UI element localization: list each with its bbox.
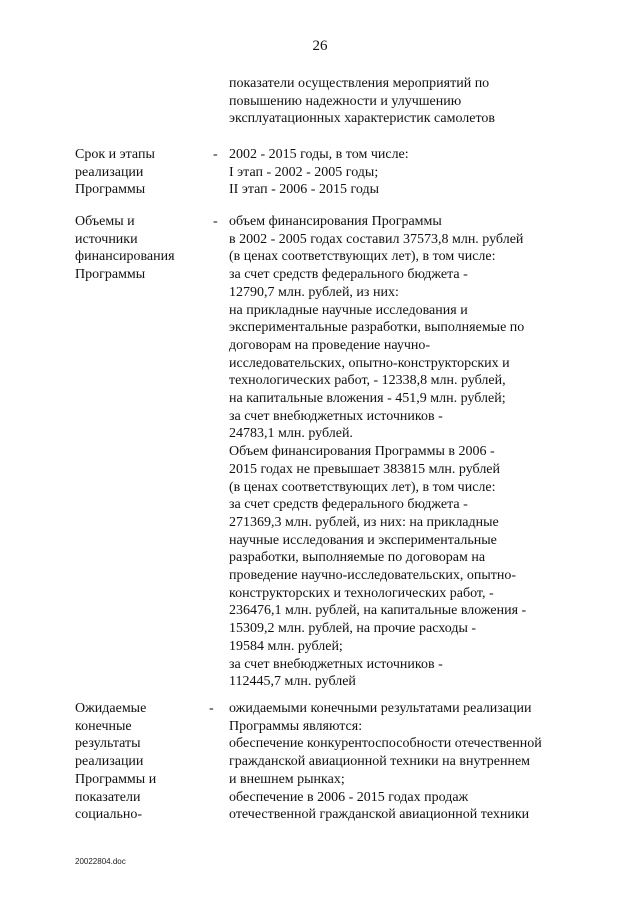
text-line: и внешнем рынках; xyxy=(229,771,345,787)
text-line: 12790,7 млн. рублей, из них: xyxy=(229,284,399,300)
label-line: реализации xyxy=(75,754,144,770)
text-line: на прикладные научные исследования и xyxy=(229,302,468,318)
section-label xyxy=(75,146,205,199)
text-line: 2015 годах не превышает 383815 млн. рублей xyxy=(229,461,501,477)
text-line: в 2002 - 2005 годах составил 37573,8 млн. рублей xyxy=(229,231,524,247)
dash-separator: - xyxy=(209,701,214,716)
section-content xyxy=(229,213,574,691)
text-line: 24783,1 млн. рублей. xyxy=(229,426,353,442)
label-line: Программы и xyxy=(75,771,157,787)
text-line: технологических работ, - 12338,8 млн. рублей, xyxy=(229,373,506,389)
text-line: проведение научно-исследовательских, опытно- xyxy=(229,568,516,584)
label-line: Срок и этапы xyxy=(75,147,155,162)
text-line: I этап - 2002 - 2005 годы; xyxy=(229,164,379,180)
label-line: Объемы и xyxy=(75,214,135,229)
document-filename: 20022804.doc xyxy=(75,857,126,866)
text-line: повышению надежности и улучшению xyxy=(229,93,462,109)
text-line: научные исследования и экспериментальные xyxy=(229,532,497,548)
text-line: 112445,7 млн. рублей xyxy=(229,674,356,690)
label-line: социально- xyxy=(75,807,143,823)
label-line: Программы xyxy=(75,267,146,283)
label-line: результаты xyxy=(75,736,141,752)
label-line: источники xyxy=(75,231,138,247)
text-line: исследовательских, опытно-конструкторских и xyxy=(229,355,510,371)
text-line: за счет средств федерального бюджета - xyxy=(229,497,468,513)
text-line: ожидаемыми конечными результатами реализации xyxy=(229,701,532,716)
text-line: 15309,2 млн. рублей, на прочие расходы - xyxy=(229,621,477,637)
text-line: экспериментальные разработки, выполняемые по xyxy=(229,320,525,336)
text-line: (в ценах соответствующих лет), в том числе: xyxy=(229,479,496,495)
text-line: эксплуатационных характеристик самолетов xyxy=(229,111,496,127)
text-line: II этап - 2006 - 2015 годы xyxy=(229,182,379,198)
text-line: 271369,3 млн. рублей, из них: на прикладные xyxy=(229,514,499,530)
text-line: обеспечение конкурентоспособности отечественной xyxy=(229,736,542,752)
label-line: Ожидаемые xyxy=(75,701,147,716)
label-line: реализации xyxy=(75,164,144,180)
text-line: 236476,1 млн. рублей, на капитальные вложения - xyxy=(229,603,527,619)
section-content xyxy=(229,146,574,199)
text-line: отечественной гражданской авиационной техники xyxy=(229,807,530,823)
text-line: 2002 - 2015 годы, в том числе: xyxy=(229,147,409,162)
text-line: за счет внебюджетных источников - xyxy=(229,656,443,672)
label-line: показатели xyxy=(75,789,141,805)
text-line: конструкторских и технологических работ, - xyxy=(229,585,494,601)
section-label xyxy=(75,700,205,824)
text-line: Объем финансирования Программы в 2006 - xyxy=(229,444,495,460)
dash-separator: - xyxy=(213,147,218,162)
text-line: за счет внебюджетных источников - xyxy=(229,408,443,424)
section-label xyxy=(75,213,205,284)
text-line: (в ценах соответствующих лет), в том числе: xyxy=(229,249,496,265)
text-line: разработки, выполняемые по договорам на xyxy=(229,550,486,566)
page-number: 26 xyxy=(312,38,328,54)
text-line: гражданской авиационной техники на внутреннем xyxy=(229,754,531,770)
dash-separator: - xyxy=(213,214,218,229)
label-line: Программы xyxy=(75,182,146,198)
text-line: на капитальные вложения - 451,9 млн. рублей; xyxy=(229,391,506,407)
text-line: Программы являются: xyxy=(229,718,363,734)
text-line: обеспечение в 2006 - 2015 годах продаж xyxy=(229,789,469,805)
label-line: конечные xyxy=(75,718,132,734)
label-line: финансирования xyxy=(75,249,175,265)
text-line: 19584 млн. рублей; xyxy=(229,638,343,654)
text-line: за счет средств федерального бюджета - xyxy=(229,267,468,283)
text-line: показатели осуществления мероприятий по xyxy=(229,76,490,91)
intro-text xyxy=(229,75,574,128)
text-line: объем финансирования Программы xyxy=(229,214,442,229)
text-line: договорам на проведение научно- xyxy=(229,337,431,353)
section-content xyxy=(229,700,574,824)
